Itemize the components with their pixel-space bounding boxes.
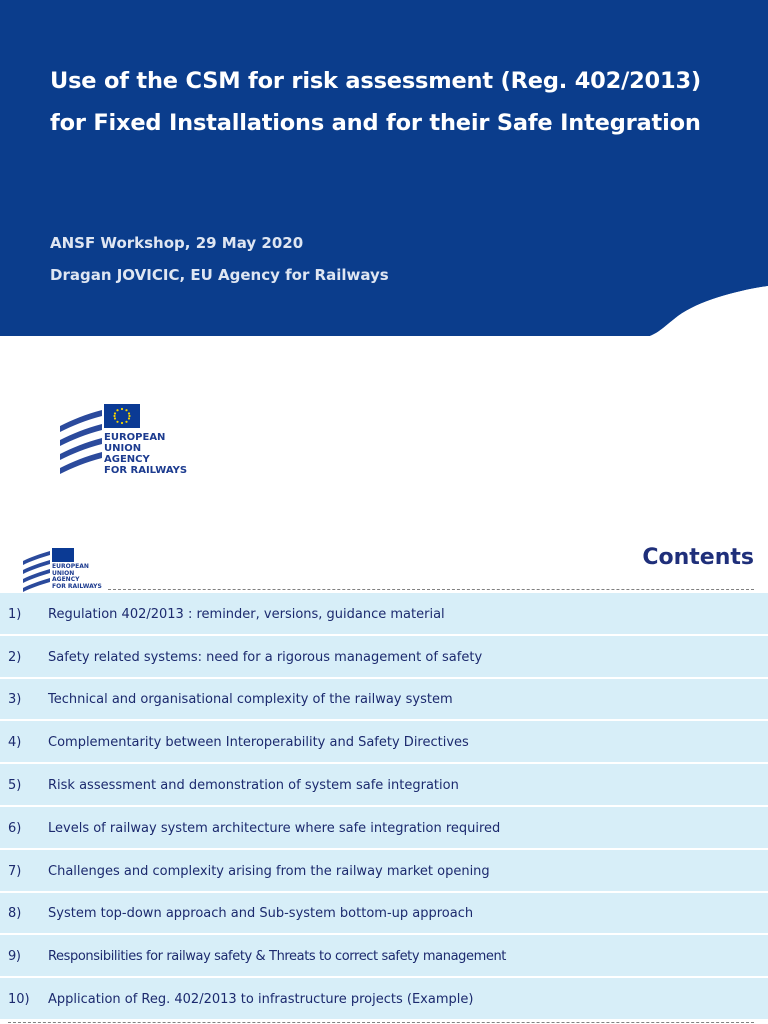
item-number: 1) xyxy=(8,606,22,622)
item-label: Responsibilities for railway safety & Threats to correct safety management xyxy=(48,949,506,965)
logo-line: EUROPEAN xyxy=(104,432,166,443)
contents-item xyxy=(0,978,768,1021)
item-label: Safety related systems: need for a rigorous management of safety xyxy=(48,649,483,665)
contents-item xyxy=(0,636,768,679)
eu-flag-icon xyxy=(104,404,140,428)
item-label: Regulation 402/2013 : reminder, versions, guidance material xyxy=(48,606,445,622)
logo-stripes-icon xyxy=(22,546,52,592)
logo-line: EUROPEAN xyxy=(52,563,89,570)
item-label: System top-down approach and Sub-system bottom-up approach xyxy=(48,906,474,922)
logo-line: UNION xyxy=(52,569,75,577)
logo-line: FOR RAILWAYS xyxy=(104,465,188,476)
agency-logo-small xyxy=(22,546,112,592)
contents-slide xyxy=(0,536,768,1024)
event-line: ANSF Workshop, 29 May 2020 xyxy=(50,234,304,252)
banner-background xyxy=(0,0,768,336)
contents-item xyxy=(0,679,768,722)
eu-flag-icon xyxy=(52,548,74,562)
item-label: Application of Reg. 402/2013 to infrastructure projects (Example) xyxy=(48,992,474,1008)
item-label: Complementarity between Interoperability and Safety Directives xyxy=(48,735,469,751)
contents-item xyxy=(0,764,768,807)
author-line: Dragan JOVICIC, EU Agency for Railways xyxy=(50,266,389,284)
title-line-2: for Fixed Installations and for their Safe Integration xyxy=(50,110,701,136)
agency-logo xyxy=(58,402,208,482)
slide-title xyxy=(50,60,750,144)
item-number: 3) xyxy=(8,692,22,708)
item-number: 10) xyxy=(8,992,30,1008)
item-number: 2) xyxy=(8,649,22,665)
item-label: Risk assessment and demonstration of system safe integration xyxy=(48,778,459,794)
item-number: 4) xyxy=(8,735,22,751)
contents-heading: Contents xyxy=(642,545,754,570)
item-number: 6) xyxy=(8,820,22,836)
item-label: Challenges and complexity arising from the railway market opening xyxy=(48,863,490,879)
title-line-1: Use of the CSM for risk assessment (Reg. 402/2013) xyxy=(50,68,702,94)
logo-line: AGENCY xyxy=(104,454,150,465)
item-label: Levels of railway system architecture where safe integration required xyxy=(48,820,501,836)
contents-item xyxy=(0,807,768,850)
contents-item xyxy=(0,593,768,636)
title-banner xyxy=(0,0,768,336)
contents-item xyxy=(0,721,768,764)
logo-text xyxy=(104,432,187,476)
logo-text xyxy=(52,564,102,590)
logo-line: AGENCY xyxy=(52,576,80,583)
item-label: Technical and organisational complexity of the railway system xyxy=(48,692,453,708)
item-number: 7) xyxy=(8,863,22,879)
contents-item xyxy=(0,850,768,893)
logo-stripes-icon xyxy=(58,402,104,476)
item-number: 8) xyxy=(8,906,22,922)
heading-divider xyxy=(108,589,754,590)
item-number: 9) xyxy=(8,949,21,965)
contents-item xyxy=(0,935,768,978)
logo-line: UNION xyxy=(104,443,142,454)
contents-item xyxy=(0,893,768,936)
item-number: 5) xyxy=(8,778,22,794)
logo-line: FOR RAILWAYS xyxy=(52,582,102,590)
bottom-divider xyxy=(8,1022,754,1023)
contents-list xyxy=(0,593,768,1021)
